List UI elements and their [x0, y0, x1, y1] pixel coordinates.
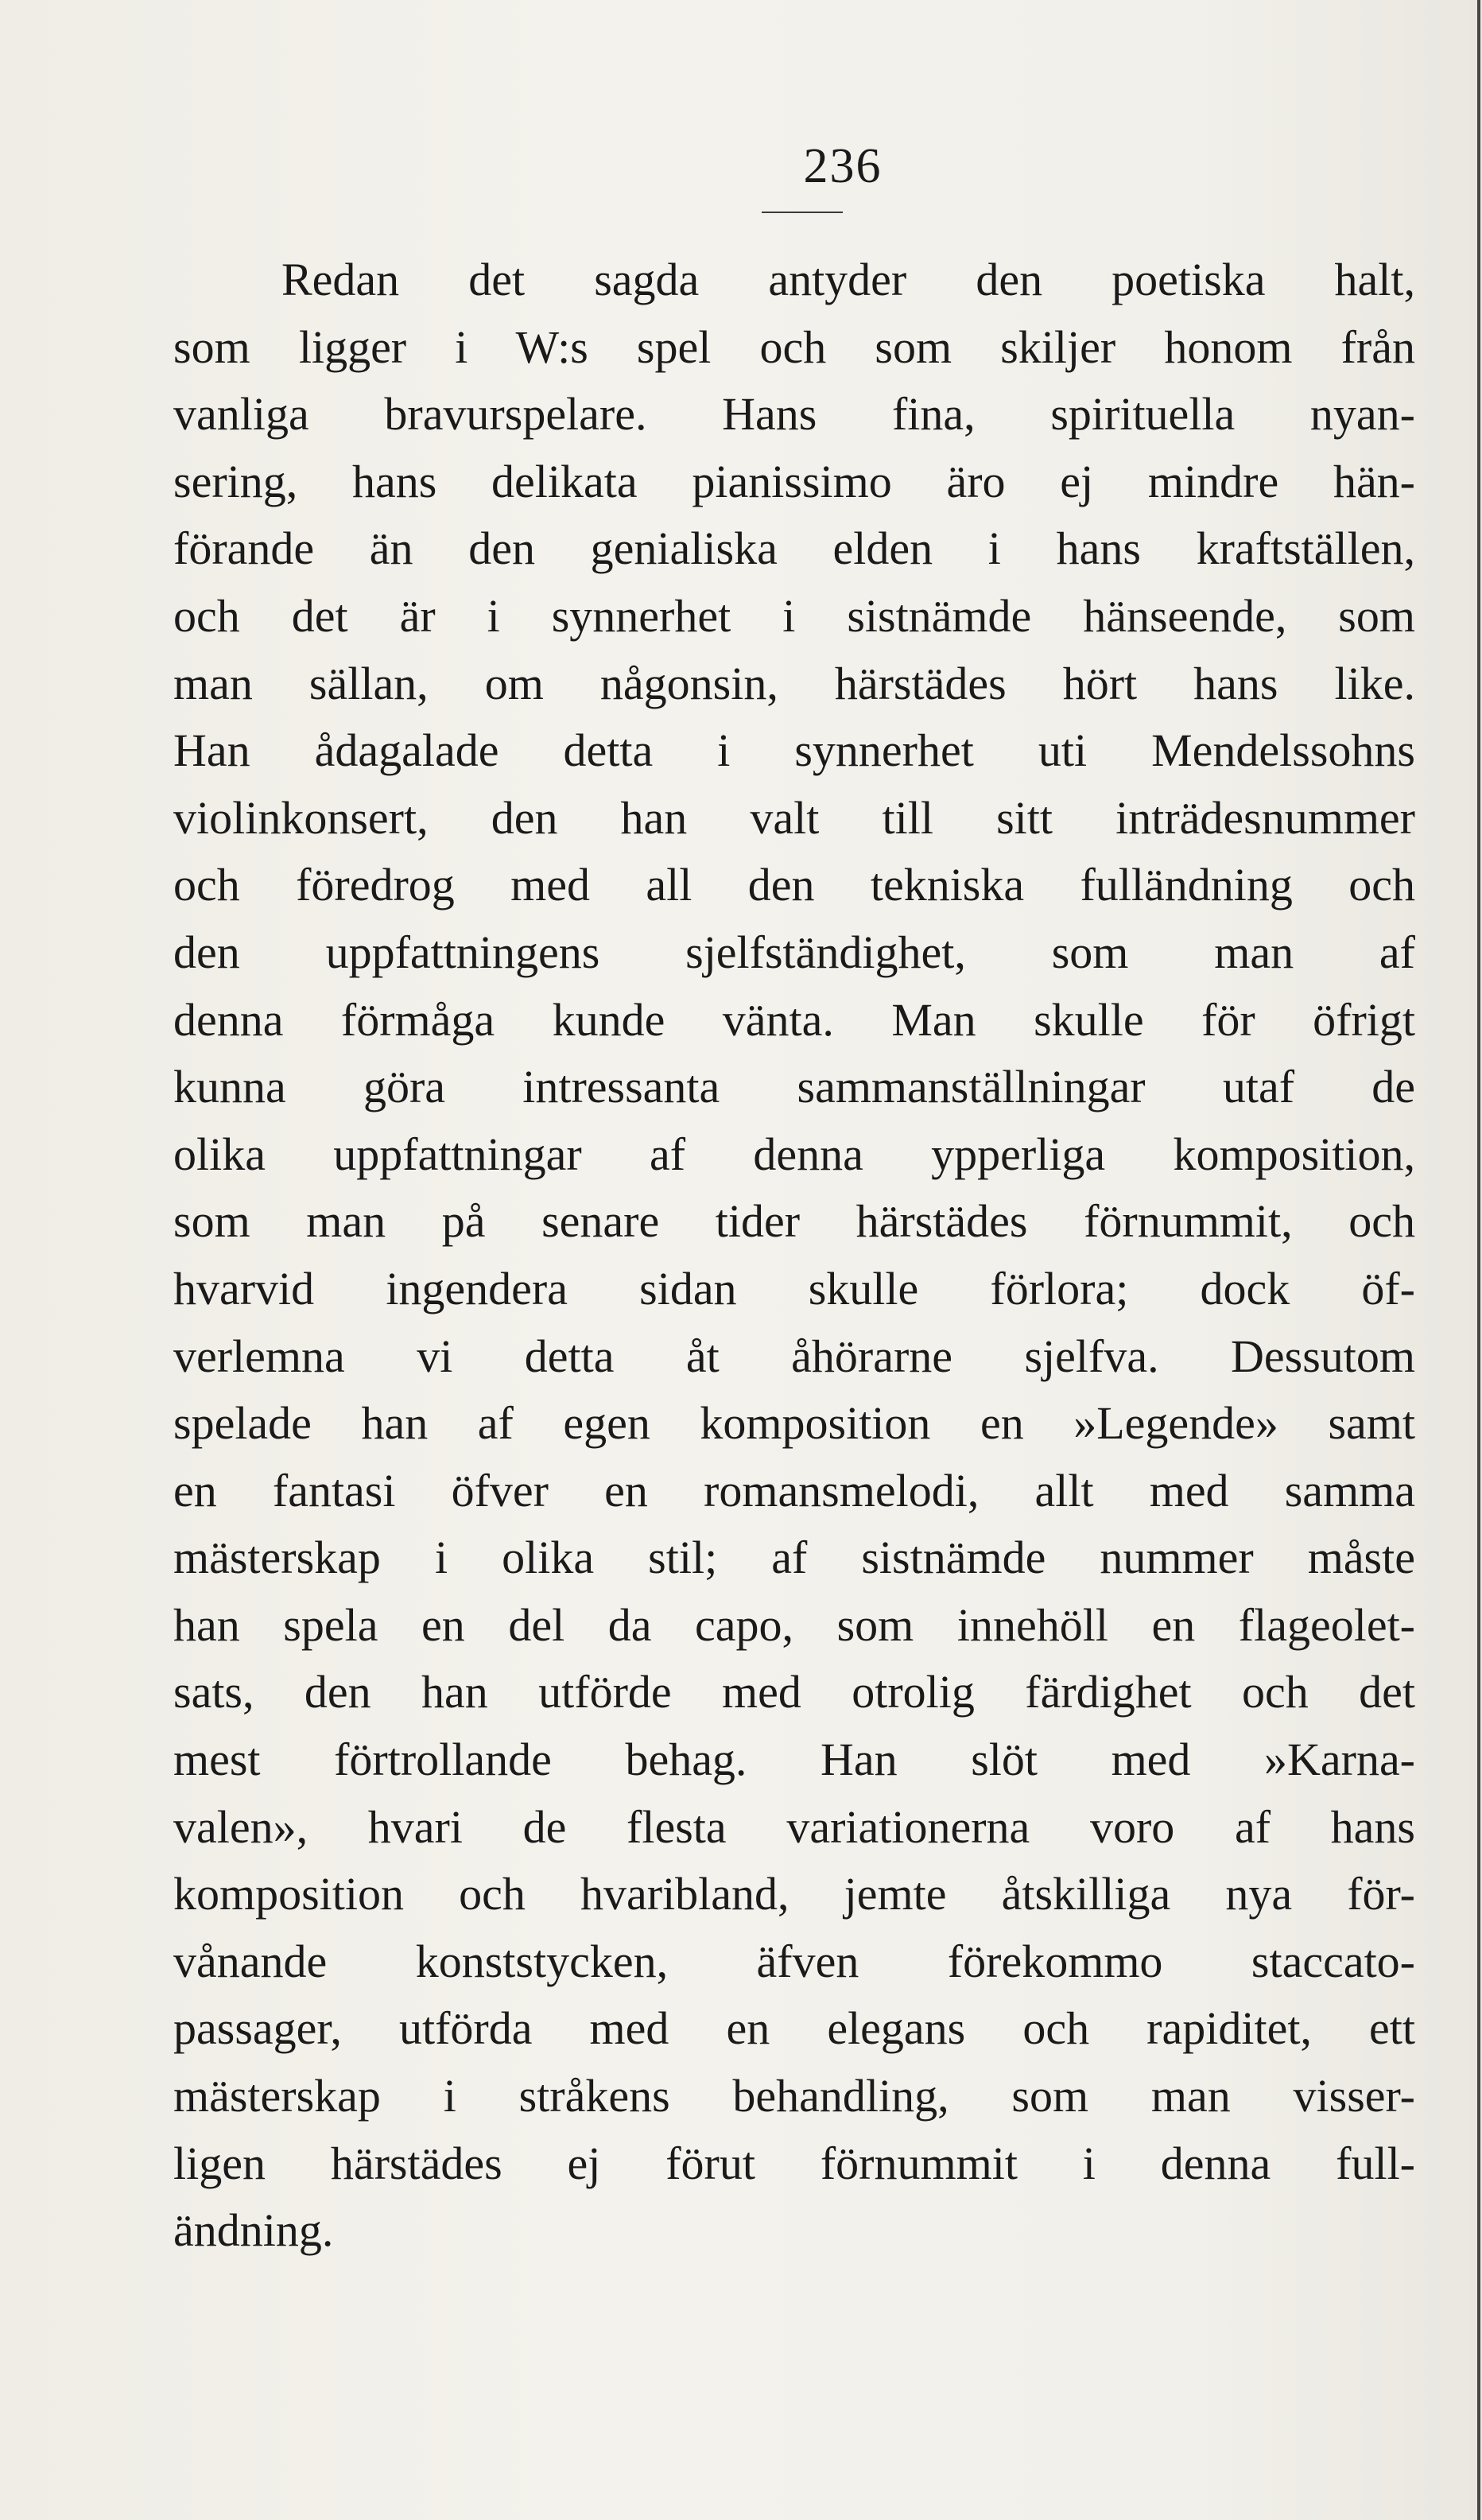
text-line: spelade han af egen komposition en »Legende» samt — [173, 1397, 1415, 1450]
text-line: ligen härstädes ej förut förnummit i denna full- — [173, 2137, 1415, 2189]
text-line: sering, hans delikata pianissimo äro ej mindre hän- — [173, 455, 1415, 507]
text-line: passager, utförda med en elegans och rapiditet, ett — [173, 2002, 1415, 2055]
text-line: som man på senare tider härstädes förnummit, och — [173, 1195, 1415, 1248]
text-line: och det är i synnerhet i sistnämde hänseende, som — [173, 589, 1415, 642]
page-edge-shadow — [1477, 0, 1480, 2520]
text-line: hvarvid ingendera sidan skulle förlora; dock öf- — [173, 1262, 1415, 1314]
text-line: mästerskap i olika stil; af sistnämde nummer måste — [173, 1532, 1415, 1584]
page-number: 236 — [803, 139, 883, 193]
text-line: mästerskap i stråkens behandling, som man visser- — [173, 2070, 1415, 2122]
text-line: han spela en del da capo, som innehöll en flageolet- — [173, 1598, 1415, 1651]
text-line: vånande konststycken, äfven förekommo staccato- — [173, 1935, 1415, 1987]
text-line: violinkonsert, den han valt till sitt inträdesnummer — [173, 791, 1415, 844]
text-line: valen», hvari de flesta variationerna voro af hans — [173, 1800, 1415, 1853]
text-line: Han ådagalade detta i synnerhet uti Mendelssohns — [173, 724, 1415, 777]
text-line: som ligger i W:s spel och som skiljer honom från — [173, 320, 1415, 373]
text-line: man sällan, om någonsin, härstädes hört hans like. — [173, 657, 1415, 709]
text-line: mest förtrollande behag. Han slöt med »Karna- — [173, 1734, 1415, 1786]
text-line: den uppfattningens sjelfständighet, som man af — [173, 926, 1415, 978]
text-line: denna förmåga kunde vänta. Man skulle för öfrigt — [173, 993, 1415, 1046]
text-line: komposition och hvaribland, jemte åtskilliga nya för- — [173, 1868, 1415, 1920]
text-line: vanliga bravurspelare. Hans fina, spirituella nyan- — [173, 388, 1415, 441]
text-line: förande än den genialiska elden i hans kraftställen, — [173, 522, 1415, 575]
text-line: kunna göra intressanta sammanställningar utaf de — [173, 1061, 1415, 1113]
text-line: sats, den han utförde med otrolig färdighet och det — [173, 1666, 1415, 1718]
page-number-rule — [762, 212, 843, 213]
text-line: en fantasi öfver en romansmelodi, allt med samma — [173, 1464, 1415, 1516]
text-line: Redan det sagda antyder den poetiska halt, — [281, 254, 1415, 305]
text-line: verlemna vi detta åt åhörarne sjelfva. Dessutom — [173, 1330, 1415, 1382]
text-line: ändning. — [173, 2204, 334, 2257]
text-line: och föredrog med all den tekniska fulländning och — [173, 859, 1415, 911]
text-line: olika uppfattningar af denna ypperliga komposition, — [173, 1128, 1415, 1180]
body-paragraph — [173, 247, 1415, 2265]
